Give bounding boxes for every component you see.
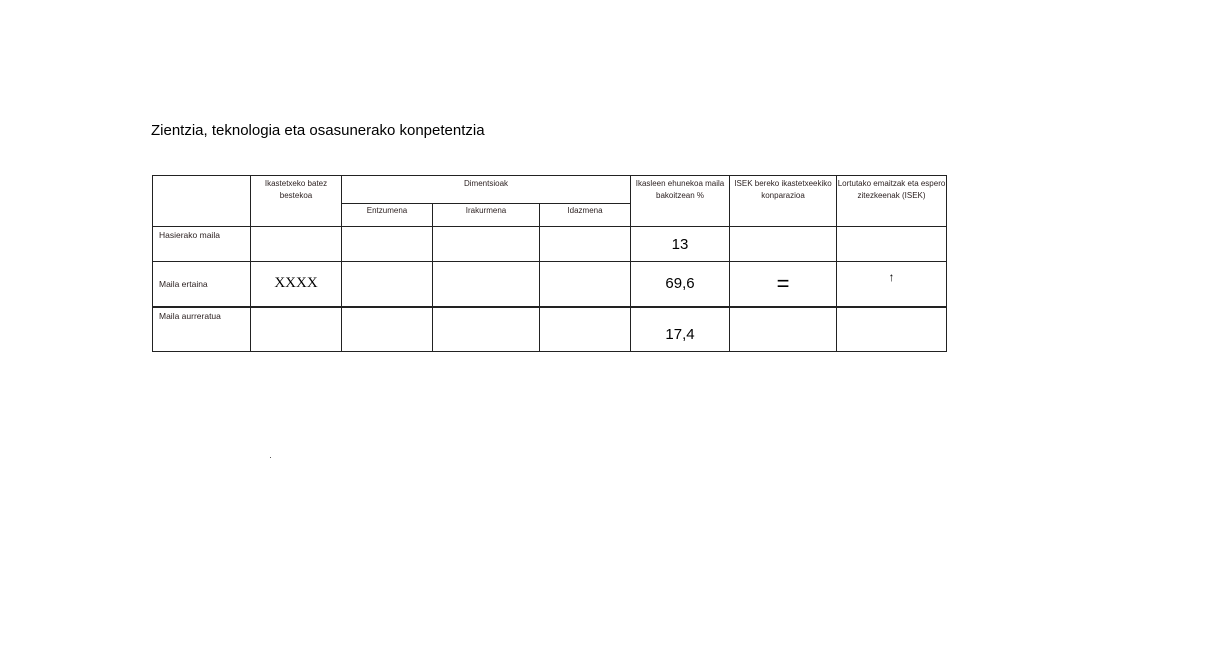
header-percent-students: Ikasleen ehunekoa maila bakoitzean % xyxy=(631,176,730,227)
school-avg-cell xyxy=(251,227,342,262)
header-writing: Idazmena xyxy=(540,204,631,227)
percent-cell: 69,6 xyxy=(631,262,730,307)
table-row xyxy=(153,262,947,307)
header-dimensions: Dimentsioak xyxy=(342,176,631,204)
corner-cell xyxy=(153,176,251,227)
school-avg-cell: XXXX xyxy=(251,262,342,307)
listening-cell xyxy=(342,262,433,307)
reading-cell xyxy=(433,227,540,262)
stray-dot xyxy=(270,457,271,458)
row-label: Maila ertaina xyxy=(153,262,251,307)
school-avg-cell xyxy=(251,307,342,352)
writing-cell xyxy=(540,262,631,307)
page-title: Zientzia, teknologia eta osasunerako konpetentzia xyxy=(151,122,485,139)
row-label: Hasierako maila xyxy=(153,227,251,262)
header-reading: Irakurmena xyxy=(433,204,540,227)
table-row xyxy=(153,227,947,262)
comparison-cell xyxy=(730,307,837,352)
listening-cell xyxy=(342,227,433,262)
percent-cell: 17,4 xyxy=(631,307,730,352)
results-table xyxy=(152,175,947,352)
header-row xyxy=(153,176,947,204)
row-label: Maila aurreratua xyxy=(153,307,251,352)
reading-cell xyxy=(433,262,540,307)
comparison-cell: = xyxy=(730,262,837,307)
header-listening: Entzumena xyxy=(342,204,433,227)
listening-cell xyxy=(342,307,433,352)
expected-cell xyxy=(837,307,947,352)
reading-cell xyxy=(433,307,540,352)
up-arrow-icon: ↑ xyxy=(837,262,947,307)
writing-cell xyxy=(540,307,631,352)
percent-cell: 13 xyxy=(631,227,730,262)
comparison-cell xyxy=(730,227,837,262)
expected-cell xyxy=(837,227,947,262)
header-isek-comparison: ISEK bereko ikastetxeekiko konparazioa xyxy=(730,176,837,227)
header-school-avg: Ikastetxeko batez bestekoa xyxy=(251,176,342,227)
writing-cell xyxy=(540,227,631,262)
header-expected-results: Lortutako emaitzak eta espero zitezkeenak (ISEK) xyxy=(837,176,947,227)
table-row xyxy=(153,307,947,352)
